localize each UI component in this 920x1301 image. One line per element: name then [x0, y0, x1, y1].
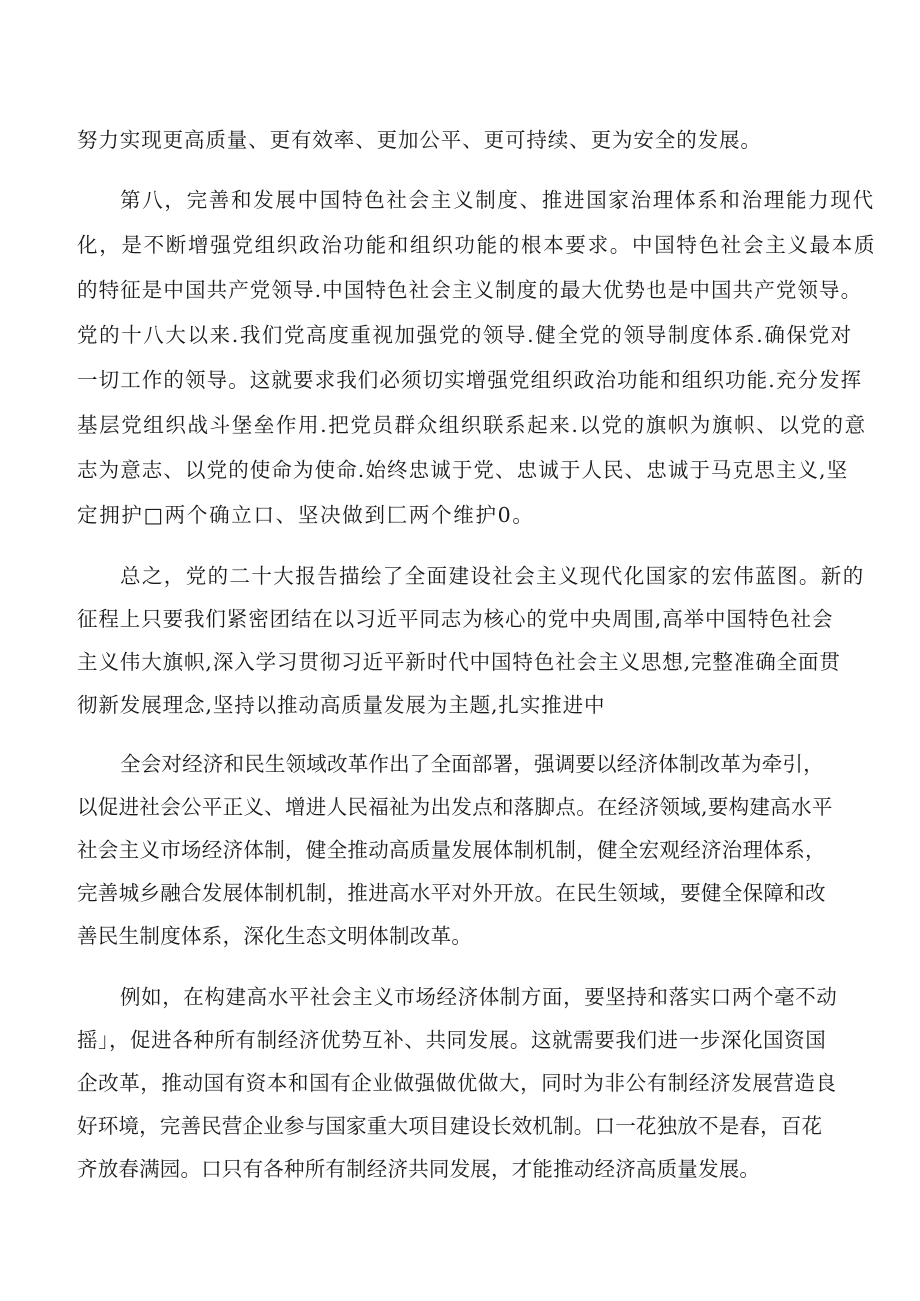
text-line [0, 1068, 920, 1098]
line-text: 好环境，完善民营企业参与国家重大项目建设长效机制。口一花独放不是春，百花 [77, 1114, 823, 1138]
text-line [0, 647, 920, 677]
line-text: 例如，在构建高水平社会主义市场经济体制方面，要坚持和落实口两个毫不动 [120, 985, 838, 1009]
text-line [0, 561, 920, 591]
line-text: 化，是不断增强党组织政治功能和组织功能的根本要求。中国特色社会主义最本质 [77, 233, 877, 257]
line-text: 善民生制度体系，深化生态文明体制改革。 [77, 924, 473, 948]
text-line [0, 982, 920, 1012]
text-line [0, 230, 920, 260]
line-text: 党的十八大以来.我们党高度重视加强党的领导.健全党的领导制度体系.确保党对 [77, 323, 853, 347]
text-line [0, 125, 920, 155]
text-line [0, 878, 920, 908]
text-line [0, 1025, 920, 1055]
text-line [0, 320, 920, 350]
text-line [0, 410, 920, 440]
line-text: 一切工作的领导。这就要求我们必须切实增强党组织政治功能和组织功能.充分发挥 [77, 368, 863, 392]
line-text: 以促进社会公平正义、增进人民福祉为出发点和落脚点。在经济领域,要构建高水平 [77, 795, 833, 819]
text-line [0, 835, 920, 865]
text-line [0, 792, 920, 822]
line-text: 完善城乡融合发展体制机制，推进高水平对外开放。在民生领域，要健全保障和改 [77, 881, 826, 905]
line-text: 摇」，促进各种所有制经济优势互补、共同发展。这就需要我们进一步深化国资国 [77, 1028, 827, 1052]
text-line [0, 1154, 920, 1184]
line-text: 全会对经济和民生领域改革作出了全面部署，强调要以经济体制改革为牵引， [120, 752, 824, 776]
text-line [0, 185, 920, 215]
line-text: 征程上只要我们紧密团结在以习近平同志为核心的党中央周围,高举中国特色社会 [77, 607, 834, 631]
line-text: 总之，党的二十大报告描绘了全面建设社会主义现代化国家的宏伟蓝图。新的 [120, 564, 865, 588]
text-line [0, 455, 920, 485]
line-text: 彻新发展理念,坚持以推动高质量发展为主题,扎实推进中 [77, 693, 606, 717]
line-text: 第八，完善和发展中国特色社会主义制度、推进国家治理体系和治理能力现代 [120, 188, 875, 212]
text-line [0, 275, 920, 305]
line-text: 齐放春满园。口只有各种所有制经济共同发展，才能推动经济高质量发展。 [77, 1157, 761, 1181]
text-line [0, 749, 920, 779]
line-text: 志为意志、以党的使命为使命.始终忠诚于党、忠诚于人民、忠诚于马克思主义,坚 [77, 458, 849, 482]
line-text: 主义伟大旗帜,深入学习贯彻习近平新时代中国特色社会主义思想,完整准确全面贯 [77, 650, 841, 674]
text-line [0, 690, 920, 720]
line-text: 的特征是中国共产党领导.中国特色社会主义制度的最大优势也是中国共产党领导。 [77, 278, 863, 302]
line-text: 社会主义市场经济体制，健全推动高质量发展体制机制，健全宏观经济治理体系， [77, 838, 826, 862]
text-line [0, 921, 920, 951]
text-line [0, 500, 920, 530]
line-text: 企改革，推动国有资本和国有企业做强做优做大，同时为非公有制经济发展营造良 [77, 1071, 837, 1095]
text-line [0, 365, 920, 395]
line-text: 基层党组织战斗堡垒作用.把党员群众组织联系起来.以党的旗帜为旗帜、以党的意 [77, 413, 867, 437]
text-line [0, 604, 920, 634]
line-text: 努力实现更高质量、更有效率、更加公平、更可持续、更为安全的发展。 [77, 128, 762, 152]
line-text: 定拥护□两个确立口、坚决做到匚两个维护0。 [77, 503, 535, 527]
text-line [0, 1111, 920, 1141]
